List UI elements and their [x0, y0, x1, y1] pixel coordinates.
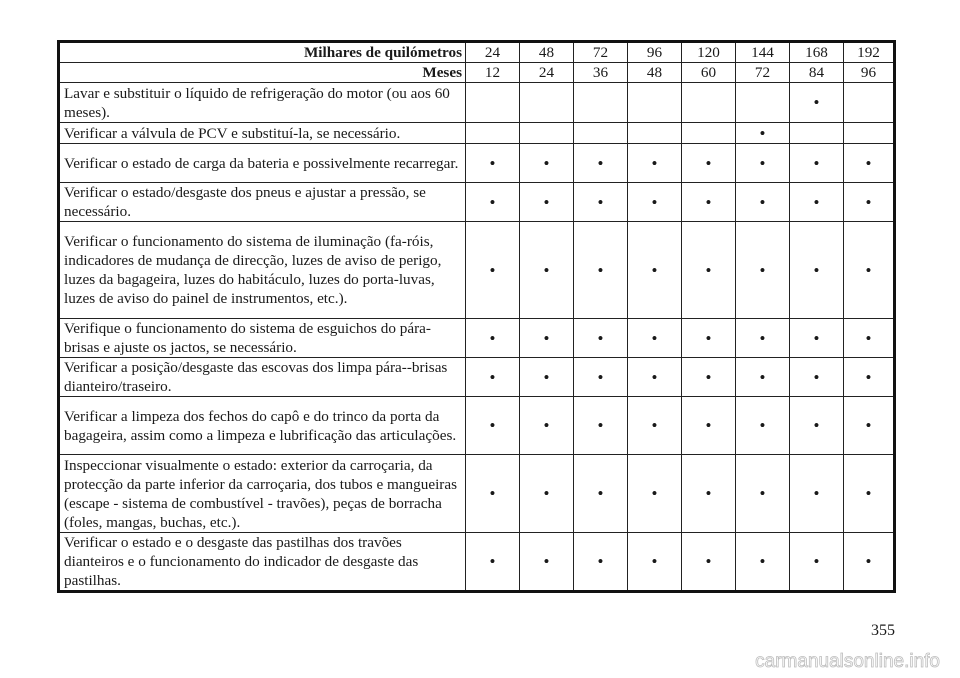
service-mark: •: [682, 222, 736, 319]
service-mark: •: [736, 123, 790, 144]
km-value: 120: [682, 42, 736, 63]
service-mark: •: [844, 358, 895, 397]
empty-cell: [790, 123, 844, 144]
svg-text:carmanualsonline.info: carmanualsonline.info: [755, 651, 940, 672]
service-description: Inspeccionar visualmente o estado: exterior da carroçaria, da protecção da parte inferior da carroçaria, dos tubos e mangueiras (escape - sistema de combustível - travões), peças de borracha (foles, mangas, buchas, etc.).: [59, 455, 466, 533]
empty-cell: [682, 123, 736, 144]
table-row: [59, 83, 895, 123]
service-mark: •: [682, 183, 736, 222]
empty-cell: [628, 123, 682, 144]
empty-cell: [682, 83, 736, 123]
months-value: 12: [466, 63, 520, 83]
service-mark: •: [844, 455, 895, 533]
service-description: Verificar o estado de carga da bateria e possivelmente recarregar.: [59, 144, 466, 183]
page-number: 355: [871, 622, 895, 639]
service-description: Verificar a posição/desgaste das escovas dos limpa pára--brisas dianteiro/traseiro.: [59, 358, 466, 397]
service-mark: •: [520, 319, 574, 358]
service-mark: •: [790, 455, 844, 533]
service-mark: •: [844, 397, 895, 455]
service-mark: •: [466, 358, 520, 397]
table-row: [59, 358, 895, 397]
service-mark: •: [682, 319, 736, 358]
service-mark: •: [466, 533, 520, 592]
table-row: [59, 183, 895, 222]
empty-cell: [574, 83, 628, 123]
service-mark: •: [844, 319, 895, 358]
service-mark: •: [682, 533, 736, 592]
service-mark: •: [520, 222, 574, 319]
km-value: 144: [736, 42, 790, 63]
service-mark: •: [844, 183, 895, 222]
empty-cell: [466, 123, 520, 144]
service-mark: •: [844, 533, 895, 592]
service-mark: •: [628, 533, 682, 592]
service-mark: •: [790, 183, 844, 222]
watermark: [0, 650, 960, 672]
service-mark: •: [736, 455, 790, 533]
service-mark: •: [790, 319, 844, 358]
watermark-text: [602, 650, 942, 672]
service-mark: •: [520, 144, 574, 183]
months-value: 60: [682, 63, 736, 83]
km-value: 48: [520, 42, 574, 63]
header-row-km: [59, 42, 895, 63]
empty-cell: [844, 123, 895, 144]
months-value: 24: [520, 63, 574, 83]
service-mark: •: [736, 222, 790, 319]
service-mark: •: [682, 144, 736, 183]
empty-cell: [574, 123, 628, 144]
service-mark: •: [466, 222, 520, 319]
service-description: Verificar o funcionamento do sistema de iluminação (fa-róis, indicadores de mudança de direcção, luzes de aviso de perigo, luzes da bagageira, luzes do habitáculo, luzes do porta-luvas, luzes de aviso do painel de instrumentos, etc.).: [59, 222, 466, 319]
maintenance-schedule-table: [57, 40, 896, 593]
service-mark: •: [682, 397, 736, 455]
service-description: Verificar o estado e o desgaste das pastilhas dos travões dianteiros e o funcionamento do indicador de desgaste das pastilhas.: [59, 533, 466, 592]
service-mark: •: [790, 533, 844, 592]
service-mark: •: [736, 358, 790, 397]
service-mark: •: [520, 183, 574, 222]
months-header-label: Meses: [59, 63, 466, 83]
service-description: Verificar a válvula de PCV e substituí-la, se necessário.: [59, 123, 466, 144]
service-mark: •: [628, 183, 682, 222]
service-description: Verificar o estado/desgaste dos pneus e ajustar a pressão, se necessário.: [59, 183, 466, 222]
service-mark: •: [844, 144, 895, 183]
months-value: 36: [574, 63, 628, 83]
km-value: 72: [574, 42, 628, 63]
service-mark: •: [466, 319, 520, 358]
km-value: 192: [844, 42, 895, 63]
months-value: 96: [844, 63, 895, 83]
service-mark: •: [736, 533, 790, 592]
service-mark: •: [628, 319, 682, 358]
service-mark: •: [574, 533, 628, 592]
table-row: [59, 533, 895, 592]
service-description: Lavar e substituir o líquido de refrigeração do motor (ou aos 60 meses).: [59, 83, 466, 123]
months-value: 84: [790, 63, 844, 83]
service-mark: •: [790, 83, 844, 123]
table-row: [59, 319, 895, 358]
months-value: 48: [628, 63, 682, 83]
service-mark: •: [466, 455, 520, 533]
table-row: [59, 123, 895, 144]
empty-cell: [466, 83, 520, 123]
service-mark: •: [736, 319, 790, 358]
service-description: Verificar a limpeza dos fechos do capô e do trinco da porta da bagageira, assim como a limpeza e lubrificação das articulações.: [59, 397, 466, 455]
table-row: [59, 455, 895, 533]
service-mark: •: [628, 455, 682, 533]
empty-cell: [736, 83, 790, 123]
service-mark: •: [574, 183, 628, 222]
service-mark: •: [574, 397, 628, 455]
empty-cell: [520, 83, 574, 123]
service-mark: •: [628, 144, 682, 183]
table-row: [59, 397, 895, 455]
service-description: Verifique o funcionamento do sistema de esguichos do pára-brisas e ajuste os jactos, se necessário.: [59, 319, 466, 358]
km-value: 168: [790, 42, 844, 63]
service-mark: •: [628, 397, 682, 455]
service-mark: •: [574, 144, 628, 183]
service-mark: •: [736, 397, 790, 455]
service-mark: •: [520, 455, 574, 533]
service-mark: •: [574, 319, 628, 358]
header-row-months: [59, 63, 895, 83]
service-mark: •: [628, 358, 682, 397]
service-mark: •: [520, 397, 574, 455]
km-header-label: Milhares de quilómetros: [59, 42, 466, 63]
service-mark: •: [466, 397, 520, 455]
service-mark: •: [790, 144, 844, 183]
service-mark: •: [790, 222, 844, 319]
service-mark: •: [574, 358, 628, 397]
service-mark: •: [574, 455, 628, 533]
service-mark: •: [844, 222, 895, 319]
empty-cell: [844, 83, 895, 123]
service-mark: •: [682, 455, 736, 533]
km-value: 24: [466, 42, 520, 63]
service-mark: •: [520, 533, 574, 592]
service-mark: •: [520, 358, 574, 397]
service-mark: •: [466, 183, 520, 222]
table-row: [59, 222, 895, 319]
empty-cell: [520, 123, 574, 144]
service-mark: •: [466, 144, 520, 183]
service-mark: •: [790, 397, 844, 455]
km-value: 96: [628, 42, 682, 63]
service-mark: •: [790, 358, 844, 397]
empty-cell: [628, 83, 682, 123]
service-mark: •: [736, 144, 790, 183]
service-mark: •: [682, 358, 736, 397]
months-value: 72: [736, 63, 790, 83]
service-mark: •: [736, 183, 790, 222]
service-mark: •: [628, 222, 682, 319]
service-mark: •: [574, 222, 628, 319]
table-row: [59, 144, 895, 183]
